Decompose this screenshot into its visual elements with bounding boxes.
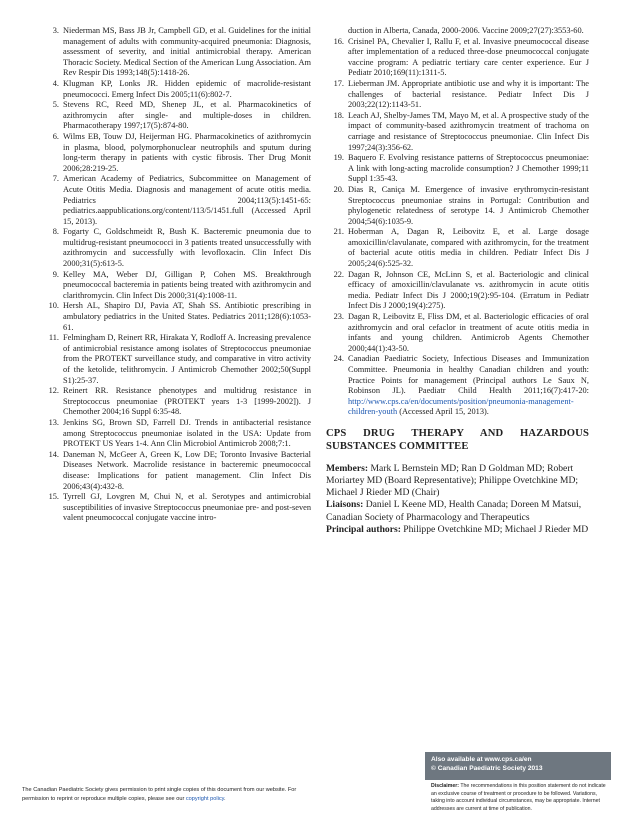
reference-text: Stevens RC, Reed MD, Shenep JL, et al. Pharmacokinetics of azithromycin after single- and multiple-doses in children. Pharmacotherapy 1997;17(5):874-80.	[63, 100, 311, 131]
reference-number: 4.	[52, 78, 59, 88]
footer-availability-bar	[425, 752, 611, 780]
reference-column-right	[326, 26, 589, 536]
reference-item	[41, 450, 311, 492]
reference-number: 15.	[48, 492, 59, 502]
reference-text: Reinert RR. Resistance phenotypes and multidrug resistance in Streptococcus pneumoniae (PROTEKT years 1-3 [1999-2002]). J Chemother 2004;16 Suppl 6:35-48.	[63, 386, 311, 417]
permission-end: .	[224, 795, 226, 802]
reference-text: Dagan R, Johnson CE, McLinn S, et al. Bacteriologic and clinical efficacy of amoxicillin/clavulanate vs. azithromycin in acute otitis media. Pediatr Infect Dis J 2000;19(2):95-104. (Erratum in Pediatr Infect Dis J 2000;19(4):275).	[348, 269, 589, 311]
reference-item	[326, 312, 589, 354]
members-text: Mark L Bernstein MD; Ran D Goldman MD; Robert Moriartey MD (Board Representative); Philippe Ovetchkine MD; Michael J Rieder MD (Chair)	[326, 463, 579, 499]
reference-number: 13.	[48, 417, 59, 427]
reference-number: 6.	[52, 131, 59, 141]
reference-item	[41, 386, 311, 418]
reference-item	[41, 301, 311, 333]
reference-item	[41, 333, 311, 386]
committee-members-block	[326, 463, 589, 536]
reference-text: Wilms EB, Touw DJ, Heijerman HG. Pharmacokinetics of azithromycin in plasma, blood, polymorphonuclear neutrophils and sputum during long-term therapy in patients with cystic fibrosis. Ther Drug Monit 2006;28:219-25.	[63, 131, 311, 173]
disclaimer	[425, 783, 611, 823]
reference-text: Canadian Paediatric Society, Infectious Diseases and Immunization Committee. Pneumonia in healthy Canadian children and youth: Practice Points for management (Principal authors Le Saux N, Robinson JL). Paediatr Child Health 2011;16(7):417-20:	[348, 354, 589, 396]
reference-number: 7.	[52, 174, 59, 184]
reference-item	[326, 354, 589, 418]
reference-number: 9.	[52, 269, 59, 279]
disclaimer-text: The recommendations in this position statement do not indicate an exclusive course of treatment or procedure to be followed. Variations, taking into account individual circumstances, may be appropriate. Internet addresses are current at time of publication.	[431, 783, 606, 812]
committee-heading: CPS DRUG THERAPY AND HAZARDOUS SUBSTANCES COMMITTEE	[326, 427, 589, 452]
reference-list-right	[326, 26, 589, 354]
reference-text: Jenkins SG, Brown SD, Farrell DJ. Trends in antibacterial resistance among Streptococcus pneumoniae isolated in the USA: Update from PROTEKT US Years 1-4. Ann Clin Microbiol Antimicrob 2008;7:1.	[63, 417, 311, 449]
reference-text: duction in Alberta, Canada, 2000-2006. Vaccine 2009;27(27):3553-60.	[348, 26, 584, 35]
reference-item	[41, 174, 311, 227]
reference-text: Leach AJ, Shelby-James TM, Mayo M, et al. A prospective study of the impact of community-based azithromycin treatment of trachoma on carriage and resistance of Streptococcus pneumoniae. Clin Infect Dis 1997;24(3):356-62.	[348, 110, 589, 152]
principal-authors-text: Philippe Ovetchkine MD; Michael J Rieder MD	[400, 523, 589, 535]
principal-authors-line	[326, 524, 589, 536]
reference-item	[326, 153, 589, 185]
reference-number: 3.	[52, 26, 59, 35]
reference-number: 19.	[333, 153, 344, 163]
reference-number: 14.	[48, 449, 59, 459]
reference-item	[41, 270, 311, 302]
copyright-policy-link[interactable]: copyright policy	[185, 795, 224, 802]
reference-text: Hoberman A, Dagan R, Leibovitz E, et al. Large dosage amoxicillin/clavulanate, compared with azithromycin, for the treatment of bacterial acute otitis media in children. Pediatr Infect Dis J 2005;24(6):525-32.	[348, 227, 589, 269]
members-label: Members:	[326, 463, 369, 475]
reference-number: 16.	[333, 36, 344, 46]
permission-text: The Canadian Paediatric Society gives permission to print single copies of this document from our website. For permission to reprint or reproduce multiple copies, please see our	[22, 787, 297, 802]
members-line	[326, 463, 589, 499]
reference-text: Felmingham D, Reinert RR, Hirakata Y, Rodloff A. Increasing prevalence of antimicrobial resistance among isolates of Streptococcus pneumoniae from the PROTEKT surveillance study, and comparative in vitro activity of the ketolide, telithromycin. J Antimicrob Chemother 2002;50(Suppl S1):25-37.	[63, 333, 311, 385]
reference-suffix: (Accessed April 15, 2013).	[397, 407, 489, 417]
reference-text: Hersh AL, Shapiro DJ, Pavia AT, Shah SS. Antibiotic prescribing in ambulatory pediatrics in the United States. Pediatrics 2011;128(6):1053-61.	[63, 301, 311, 332]
liaisons-label: Liaisons:	[326, 499, 364, 511]
reference-number: 18.	[333, 110, 344, 120]
reference-text: American Academy of Pediatrics, Subcommittee on Management of Acute Otitis Media. Diagnosis and management of acute otitis media. Pediatrics 2004;113(5):1451-65: pediatrics.aappublications.org/content/113/5/1451.full (Accessed April 15, 2013).	[63, 174, 311, 226]
reference-number: 12.	[48, 386, 59, 396]
reference-list-tail	[326, 354, 589, 418]
disclaimer-label: Disclaimer:	[431, 783, 459, 789]
reference-number: 20.	[333, 184, 344, 194]
liaisons-text: Daniel L Keene MD, Health Canada; Doreen M Matsui, Canadian Society of Pharmacology and Therapeutics	[326, 499, 582, 523]
reference-item	[326, 79, 589, 111]
reference-item	[41, 132, 311, 174]
reference-text: Klugman KP, Lonks JR. Hidden epidemic of macrolide-resistant pneumococci. Emerg Infect Dis 2005;11(6):802-7.	[63, 78, 311, 99]
available-at-line[interactable]: Also available at www.cps.ca/en	[431, 756, 532, 763]
reference-list-left	[41, 26, 311, 524]
reference-number: 8.	[52, 227, 59, 237]
reference-number: 22.	[333, 269, 344, 279]
reference-text: Fogarty C, Goldschmeidt R, Bush K. Bacteremic pneumonia due to multidrug-resistant pneumococci in 3 patients treated unsuccessfully with azithromycin and successfully with levofloxacin. Clin Infect Dis 2000;31(5):613-5.	[63, 227, 311, 269]
reference-number: 21.	[333, 227, 344, 237]
reference-item	[41, 227, 311, 269]
reference-text: Dagan R, Leibovitz E, Fliss DM, et al. Bacteriologic efficacies of oral azithromycin and oral cefaclor in treatment of acute otitis media in infants and young children. Antimicrob Agents Chemother 2000;44(1):43-50.	[348, 312, 589, 353]
reference-item	[326, 111, 589, 153]
reference-text: Niederman MS, Bass JB Jr, Campbell GD, et al. Guidelines for the initial management of adults with community-acquired pneumonia: Diagnosis, assessment of severity, and initial antimicrobial therapy. American Thoracic Society. Medical Section of the American Lung Association. Am Rev Respir Dis 1993;148(5):1418-26.	[63, 26, 311, 78]
reference-item	[41, 26, 311, 79]
reference-item	[326, 185, 589, 227]
copyright-line: © Canadian Paediatric Society 2013	[431, 764, 543, 772]
liaisons-line	[326, 499, 589, 523]
reference-number: 24.	[333, 354, 344, 364]
reference-number: 5.	[52, 100, 59, 110]
reference-item	[41, 492, 311, 524]
reference-item	[41, 79, 311, 100]
reference-number: 11.	[48, 333, 59, 343]
reference-number: 17.	[333, 78, 344, 88]
reference-item	[326, 37, 589, 79]
reference-text: Crisinel PA, Chevalier I, Rallu F, et al. Invasive pneumococcal disease after implementation of a reduced three-dose pneumococcal conjugate vaccine program: A pediatric tertiary care center experience. Eur J Pediatr 2010;169(11):1311-5.	[348, 36, 589, 78]
reference-text: Dias R, Caniça M. Emergence of invasive erythromycin-resistant Streptococcus pneumoniae strains in Portugal: Contribution and phylogenetic relatedness of serotype 14. J Antimicrob Chemother 2004;54(6):1035-9.	[348, 184, 589, 226]
reference-item	[326, 270, 589, 312]
reference-text: Daneman N, McGeer A, Green K, Low DE; Toronto Invasive Bacterial Diseases Network. Macrolide resistance in bacteremic pneumococcal disease: Implications for patient management. Clin Infect Dis 2006;43(4):432-8.	[63, 449, 311, 491]
reference-number: 10.	[48, 301, 59, 311]
reference-column-left	[41, 26, 311, 524]
reference-number: 23.	[333, 312, 344, 322]
reference-item	[41, 100, 311, 132]
reference-text: Tyrrell GJ, Lovgren M, Chui N, et al. Serotypes and antimicrobial susceptibilities of invasive Streptococcus pneumoniae pre- and post-seven valent pneumococcal conjugate vaccine intro-	[63, 492, 311, 523]
reference-text: Lieberman JM. Appropriate antibiotic use and why it is important: The challenges of bacterial resistance. Pediatr Infect Dis J 2003;22(12):1143-51.	[348, 78, 589, 110]
principal-authors-label: Principal authors:	[326, 523, 401, 535]
permission-notice	[22, 786, 322, 803]
reference-link[interactable]: http://www.cps.ca/en/documents/position/pneumonia-management-children-youth	[348, 396, 574, 417]
reference-item	[41, 418, 311, 450]
reference-item	[326, 227, 589, 269]
reference-text: Baquero F. Evolving resistance patterns of Streptococcus pneumoniae: A link with long-acting macrolide consumption? J Chemother 1999;11 Suppl 1:35-43.	[348, 153, 589, 184]
reference-item	[326, 26, 589, 37]
reference-text: Kelley MA, Weber DJ, Gilligan P, Cohen MS. Breakthrough pneumococcal bacteremia in patients being treated with azithromycin and clarithromycin. Clin Infect Dis 2000;31(4):1008-11.	[63, 269, 311, 300]
